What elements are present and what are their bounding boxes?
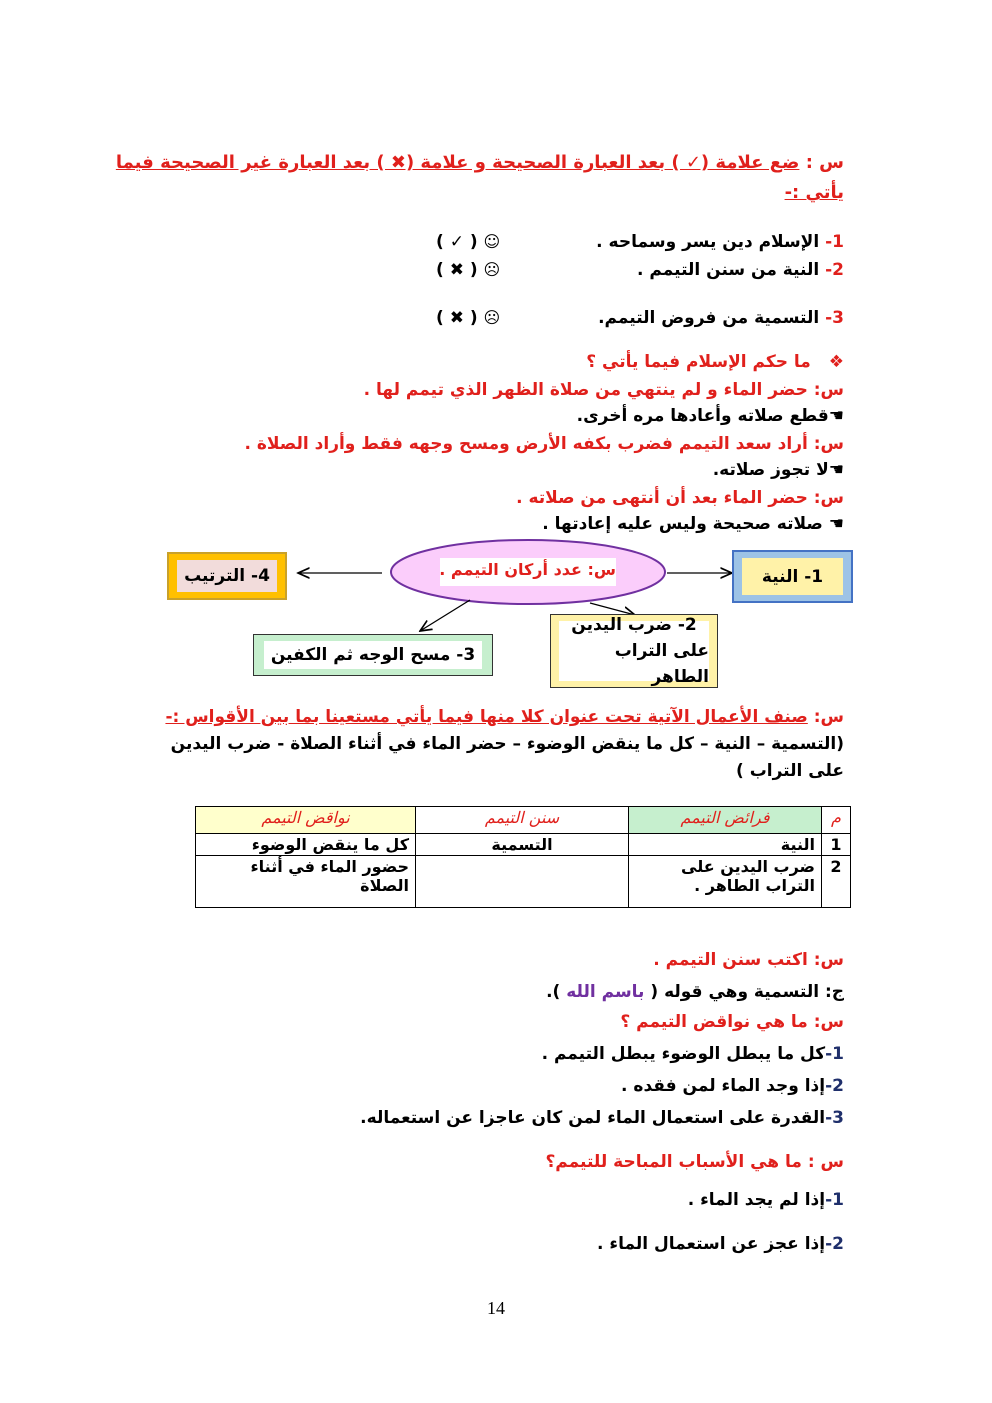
asbab-item-2 [597,1234,844,1254]
box-darb-line1: 2- ضرب اليدين [571,615,697,635]
q-classify-line3: على التراب ) [736,761,844,781]
q-sunan: س: اكتب سنن التيمم . [653,950,844,970]
q-asbab: س : ما هي الأسباب المباحة للتيمم؟ [545,1152,844,1172]
table-header: م [822,807,851,834]
hukm-heading-text: ما حكم الإسلام فيما يأتي ؟ [586,352,811,372]
box-tartib [167,552,287,600]
q-classify [164,704,844,785]
table-cell: 1 [822,834,851,856]
tf-num: 1- [825,232,844,252]
page-number: 14 [487,1298,505,1318]
tf-text: الإسلام دين يسر وسماحه . [596,232,820,252]
table-cell: حضور الماء في أثناء الصلاة [196,856,416,908]
item-text: إذا وجد الماء لمن فقده . [621,1076,826,1096]
table-cell: النية [629,834,822,856]
table-cell: التسمية [416,834,629,856]
q-classify-text: صنف الأعمال الآتية تحت عنوان كلا منها فيما يأتي مستعينا بما بين الأقواس :- [165,707,808,727]
nawaqid-item-3 [360,1108,844,1128]
pointing-hand-icon: ☚ [828,460,844,480]
item-text: كل ما يبطل الوضوء يبطل التيمم . [541,1044,826,1064]
box-mash [253,634,493,676]
a-sunan [546,982,844,1002]
a-sunan-suffix: ). [546,982,561,1002]
frown-icon: ☹ [483,308,501,327]
q-nawaqid: س: ما هي نواقض التيمم ؟ [620,1012,844,1032]
table-row [196,834,851,856]
item-text: القدرة على استعمال الماء لمن كان عاجزا عن استعماله. [360,1108,826,1128]
box-niyya [732,550,853,603]
arrow-to-b3 [420,600,470,631]
nawaqid-item-2 [621,1076,844,1096]
asbab-item-1 [688,1190,844,1210]
a-sunan-prefix: ج: التسمية وهي قوله ( [650,982,844,1002]
tf-text: النية من سنن التيمم . [637,260,820,280]
check-mark: ( ✓ ) [436,232,478,252]
q-classify-line2: (التسمية – النية – كل ما ينقض الوضوء – حضر الماء في أثناء الصلاة - ضرب اليدين [170,734,844,754]
box-darb [550,614,718,688]
table-header: نواقض التيمم [196,807,416,834]
table-cell: 2 [822,856,851,908]
pointing-hand-icon: ☚ [828,406,844,426]
table-header: سنن التيمم [416,807,629,834]
frown-icon: ☹ [483,260,501,279]
item-num: 3- [825,1108,844,1128]
tf-num: 2- [825,260,844,280]
table-cell [416,856,629,908]
hukm-answer: لا تجوز صلاته. [712,460,829,480]
pointing-hand-icon: ☚ [828,514,844,534]
table-header: فرائض التيمم [629,807,822,834]
q1-text: ضع علامة (✓ ) بعد العبارة الصحيحة و علامة (✖ ) بعد العبارة غير الصحيحة فيما [115,152,800,173]
hukm-q3: س: حضر الماء بعد أن أنتهى من صلاته . [516,488,844,508]
box-tartib-label: 4- الترتيب [184,566,270,586]
cross-mark: ( ✖ ) [436,260,478,280]
box-darb-line2: على التراب الطاهر [614,641,709,687]
q-classify-line1 [164,704,844,731]
tf-num: 3- [825,308,844,328]
hukm-answer: قطع صلاته وأعادها مره أخرى. [576,406,829,426]
q1-prefix: س : [805,152,844,173]
center-label: س: عدد أركان التيمم . [439,560,616,579]
item-num: 1- [825,1190,844,1210]
item-num: 2- [825,1234,844,1254]
cross-mark: ( ✖ ) [436,308,478,328]
hukm-q2: س: أراد سعد التيمم فضرب بكفه الأرض ومسح وجهه فقط وأراد الصلاة . [244,434,844,454]
q-classify-prefix: س: [813,707,844,727]
tf-text: التسمية من فروض التيمم. [598,308,820,328]
hukm-answer: صلاته صحيحة وليس عليه إعادتها . [542,514,823,534]
smiley-icon: ☺ [483,232,501,251]
box-niyya-label: 1- النية [761,566,824,587]
classification-table [195,806,851,908]
item-text: إذا عجز عن استعمال الماء . [597,1234,826,1254]
q1-line2: يأتي :- [784,182,844,203]
hukm-q1: س: حضر الماء و لم ينتهي من صلاة الظهر الذي تيمم لها . [363,380,844,400]
item-text: إذا لم يجد الماء . [687,1190,826,1210]
table-header-row [196,807,851,834]
box-mash-label: 3- مسح الوجه ثم الكفين [270,645,476,665]
table-row [196,856,851,908]
item-num: 2- [825,1076,844,1096]
item-num: 1- [825,1044,844,1064]
table-cell: ضرب اليدين على التراب الطاهر . [629,856,822,908]
basmala-text: باسم الله [566,982,645,1002]
nawaqid-item-1 [542,1044,844,1064]
diamond-bullet-icon: ❖ [828,352,844,372]
table-cell: كل ما ينقض الوضوء [196,834,416,856]
